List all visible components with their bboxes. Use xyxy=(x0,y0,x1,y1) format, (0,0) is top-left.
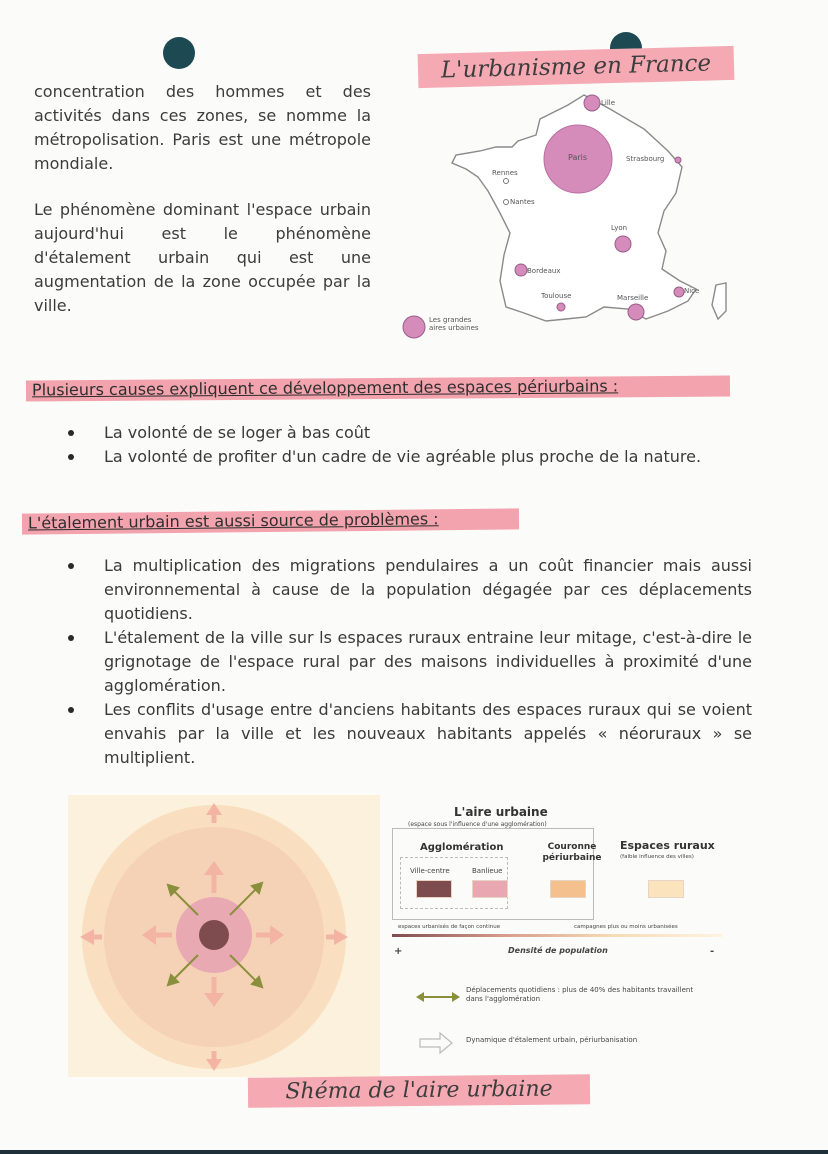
list-item: La volonté de se loger à bas coût xyxy=(104,421,752,445)
city-label-strasbourg: Strasbourg xyxy=(626,155,665,163)
city-label-nantes: Nantes xyxy=(510,198,535,206)
sprawl-legend: Dynamique d'étalement urbain, périurbanisation xyxy=(466,1036,638,1044)
city-marker-marseille xyxy=(628,304,644,320)
map-title: L'urbanisme en France xyxy=(418,46,735,88)
legend-espaces-ruraux: Espaces ruraux xyxy=(620,839,715,852)
city-marker-lille xyxy=(584,95,600,111)
city-label-marseille: Marseille xyxy=(617,294,649,302)
legend-ville-centre: Ville-centre xyxy=(410,867,450,875)
city-marker-rennes xyxy=(504,179,509,184)
city-marker-nice xyxy=(674,287,684,297)
commute-legend: Déplacements quotidiens : plus de 40% des habitants travaillent dans l'agglomération xyxy=(466,986,694,1003)
swatch-ville-centre xyxy=(416,880,452,898)
legend-left-caption: espaces urbanisés de façon continue xyxy=(398,924,501,930)
sprawl-arrow-icon xyxy=(418,1032,454,1054)
city-marker-toulouse xyxy=(557,303,565,311)
intro-paragraph-1: concentration des hommes et des activités dans ces zones, se nomme la métropolisation. Paris est une métropole mondiale. xyxy=(34,82,371,173)
list-item: L'étalement de la ville sur ls espaces ruraux entraine leur mitage, c'est-à-dire le grignotage de l'espace rural par des maisons individuelles à proximité d'une agglomération. xyxy=(104,626,752,698)
density-label: Densité de population xyxy=(508,946,608,955)
legend-subtitle: (espace sous l'influence d'une agglomération) xyxy=(408,821,547,828)
france-map xyxy=(396,85,736,350)
density-gradient xyxy=(392,934,722,937)
intro-paragraph-2: Le phénomène dominant l'espace urbain aujourd'hui est le phénomène d'étalement urbain qui est une augmentation de la zone occupée par la ville. xyxy=(34,200,371,315)
diagram-caption: Shéma de l'aire urbaine xyxy=(248,1074,590,1108)
list-item: Les conflits d'usage entre d'anciens habitants des espaces ruraux qui se voient envahis par la ville et les nouveaux habitants appelés « néoruraux » se multiplient. xyxy=(104,698,752,770)
section1-list xyxy=(104,421,752,469)
intro-text xyxy=(34,80,371,318)
section1-heading: Plusieurs causes expliquent ce développement des espaces périurbains : xyxy=(26,376,730,402)
legend-marker xyxy=(403,316,425,338)
city-marker-strasbourg xyxy=(675,157,681,163)
city-label-lille: Lille xyxy=(601,99,616,107)
legend-title: L'aire urbaine xyxy=(454,805,548,819)
swatch-banlieue xyxy=(472,880,508,898)
city-label-toulouse: Toulouse xyxy=(541,292,572,300)
map-legend-label: Les grandes aires urbaines xyxy=(429,316,479,332)
legend-right-caption: campagnes plus ou moins urbanisées xyxy=(574,924,678,930)
city-centre xyxy=(199,920,229,950)
binder-hole-left xyxy=(163,37,195,69)
city-label-bordeaux: Bordeaux xyxy=(527,267,561,275)
city-marker-bordeaux xyxy=(515,264,527,276)
city-label-nice: Nice xyxy=(684,287,700,295)
legend-couronne: Couronne périurbaine xyxy=(542,842,602,863)
urban-area-diagram xyxy=(68,795,380,1077)
city-label-rennes: Rennes xyxy=(492,169,518,177)
density-plus: + xyxy=(394,946,403,957)
list-item: La volonté de profiter d'un cadre de vie agréable plus proche de la nature. xyxy=(104,445,752,469)
section2-heading: L'étalement urbain est aussi source de problèmes : xyxy=(22,508,519,534)
legend-espaces-ruraux-sub: (faible influence des villes) xyxy=(620,854,694,860)
section2-list xyxy=(104,554,752,770)
list-item: La multiplication des migrations pendulaires a un coût financier mais aussi environnemental à cause de la population dégagée par ces déplacements quotidiens. xyxy=(104,554,752,626)
density-minus: - xyxy=(710,946,715,957)
diagram-legend xyxy=(390,800,735,1070)
page-bottom-edge xyxy=(0,1150,828,1154)
city-label-lyon: Lyon xyxy=(611,224,628,232)
swatch-rural xyxy=(648,880,684,898)
city-marker-lyon xyxy=(615,236,631,252)
commute-arrow-icon xyxy=(416,990,460,1004)
city-label-paris: Paris xyxy=(568,153,588,162)
city-marker-nantes xyxy=(504,200,509,205)
legend-banlieue: Banlieue xyxy=(472,867,503,875)
legend-agglomeration: Agglomération xyxy=(420,842,504,853)
swatch-couronne xyxy=(550,880,586,898)
corsica-outline xyxy=(712,283,726,319)
